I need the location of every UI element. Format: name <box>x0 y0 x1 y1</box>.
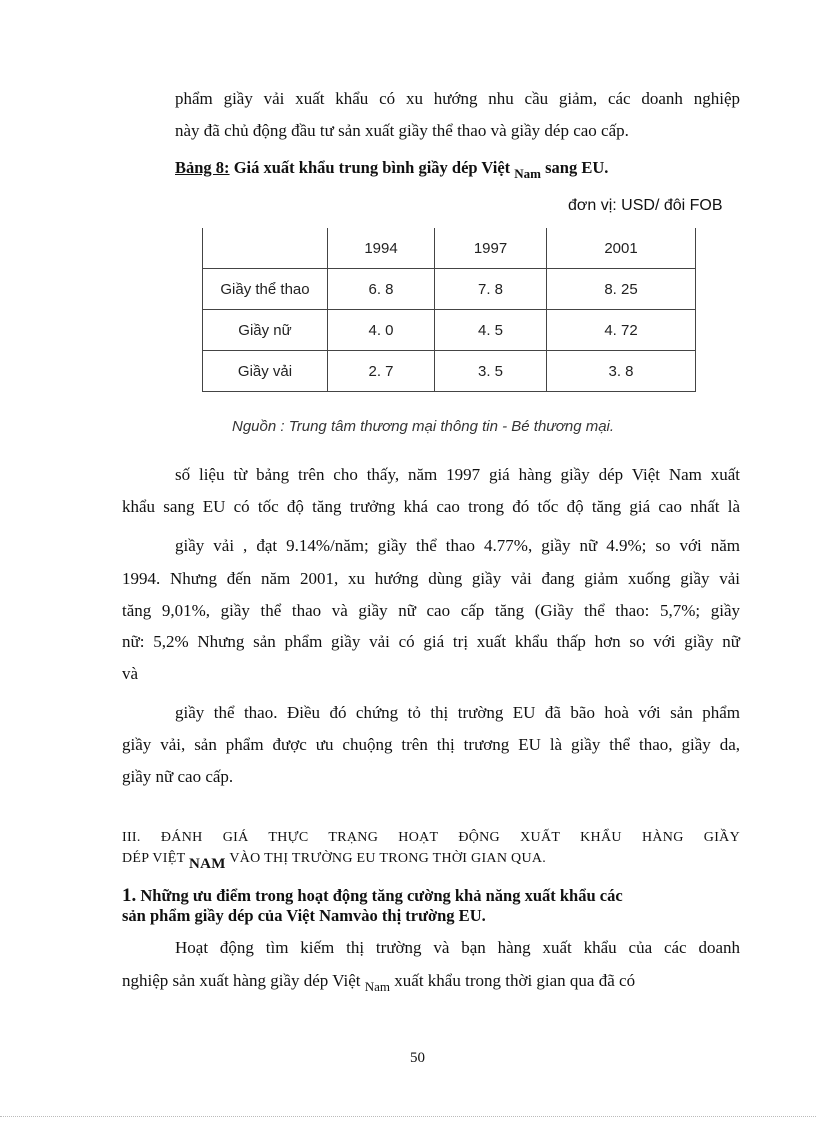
table-cell: Giầy vải <box>203 351 328 392</box>
table-cell: 4. 72 <box>547 310 696 351</box>
table-cell: 8. 25 <box>547 269 696 310</box>
table-cell: Giầy thể thao <box>203 269 328 310</box>
section-heading-line2 <box>122 848 546 875</box>
paragraph-line: giầy vải , đạt 9.14%/năm; giầy thể thao 4.77%, giầy nữ 4.9%; so với năm <box>175 536 740 555</box>
paragraph-part: nghiệp sản xuất hàng giầy dép Việt <box>122 971 361 990</box>
section-heading-nam: NAM <box>189 856 226 872</box>
table-cell: 4. 0 <box>328 310 435 351</box>
table-caption-label: Bảng 8: <box>175 158 230 177</box>
paragraph-line: này đã chủ động đầu tư sản xuất giầy thể thao và giầy dép cao cấp. <box>175 121 629 140</box>
table-cell: 7. 8 <box>435 269 547 310</box>
table-caption-text: Giá xuất khẩu trung bình giầy dép Việt <box>233 158 511 177</box>
section-heading: III. ĐÁNH GIÁ THỰC TRẠNG HOẠT ĐỘNG XUẤT KHẨU HÀNG GIẦY <box>122 830 740 845</box>
table-header-cell: 1997 <box>435 228 547 269</box>
paragraph-line: phẩm giầy vải xuất khẩu có xu hướng nhu cầu giảm, các doanh nghiệp <box>175 89 740 108</box>
paragraph-line: giầy vải, sản phẩm được ưu chuộng trên thị trương EU là giầy thể thao, giầy da, <box>122 735 740 754</box>
bottom-divider <box>0 1116 816 1117</box>
subsection-title-line: Những ưu điểm trong hoạt động tăng cường khả năng xuất khẩu các <box>140 886 623 905</box>
paragraph-line: tăng 9,01%, giầy thể thao và giầy nữ cao cấp tăng (Giầy thể thao: 5,7%; giầy <box>122 601 740 620</box>
paragraph-line: 1994. Nhưng đến năm 2001, xu hướng dùng giầy vải đang giảm xuống giầy vải <box>122 569 740 588</box>
paragraph-line: khẩu sang EU có tốc độ tăng trưởng khá cao trong đó tốc độ tăng giá cao nhất là <box>122 497 740 516</box>
table-caption-tail: sang EU. <box>545 158 609 177</box>
table-cell: 4. 5 <box>435 310 547 351</box>
subsection-number: 1. <box>122 885 137 906</box>
table-cell: Giầy nữ <box>203 310 328 351</box>
table-header-row <box>203 228 696 269</box>
section-heading-part: DÉP VIỆT <box>122 851 186 866</box>
section-heading-part: VÀO THỊ TRƯỜNG EU TRONG THỜI GIAN QUA. <box>229 851 547 866</box>
paragraph-line: nữ: 5,2% Nhưng sản phẩm giầy vải có giá trị xuất khẩu thấp hơn so với giầy nữ <box>122 632 740 651</box>
table-header-cell: 2001 <box>547 228 696 269</box>
table-header-cell: 1994 <box>328 228 435 269</box>
table-cell: 6. 8 <box>328 269 435 310</box>
paragraph-line: Hoạt động tìm kiếm thị trường và bạn hàng xuất khẩu của các doanh <box>175 938 740 957</box>
paragraph-line: giầy nữ cao cấp. <box>122 767 234 786</box>
table-row <box>203 351 696 392</box>
table-caption <box>175 157 608 185</box>
subsection-heading <box>122 886 742 926</box>
table-caption-nam: Nam <box>514 166 541 181</box>
table-cell: 3. 5 <box>435 351 547 392</box>
paragraph-line <box>122 970 635 998</box>
page-number: 50 <box>410 1050 425 1066</box>
paragraph-line: và <box>122 664 139 683</box>
table-cell: 3. 8 <box>547 351 696 392</box>
subsection-title-line: sản phẩm giầy dép của Việt Namvào thị trường EU. <box>122 906 486 925</box>
table-row <box>203 269 696 310</box>
table-cell: 2. 7 <box>328 351 435 392</box>
table-header-cell <box>203 228 328 269</box>
unit-label: đơn vị: USD/ đôi FOB <box>568 197 723 214</box>
table-row <box>203 310 696 351</box>
paragraph-line: giầy thể thao. Điều đó chứng tỏ thị trường EU đã bão hoà với sản phẩm <box>175 703 740 722</box>
paragraph-nam: Nam <box>364 979 391 994</box>
paragraph-line: số liệu từ bảng trên cho thấy, năm 1997 giá hàng giầy dép Việt Nam xuất <box>175 465 740 484</box>
table-source: Nguồn : Trung tâm thương mại thông tin - Bé thương mại. <box>232 418 615 435</box>
paragraph-part: xuất khẩu trong thời gian qua đã có <box>394 971 636 990</box>
price-table <box>202 228 696 392</box>
